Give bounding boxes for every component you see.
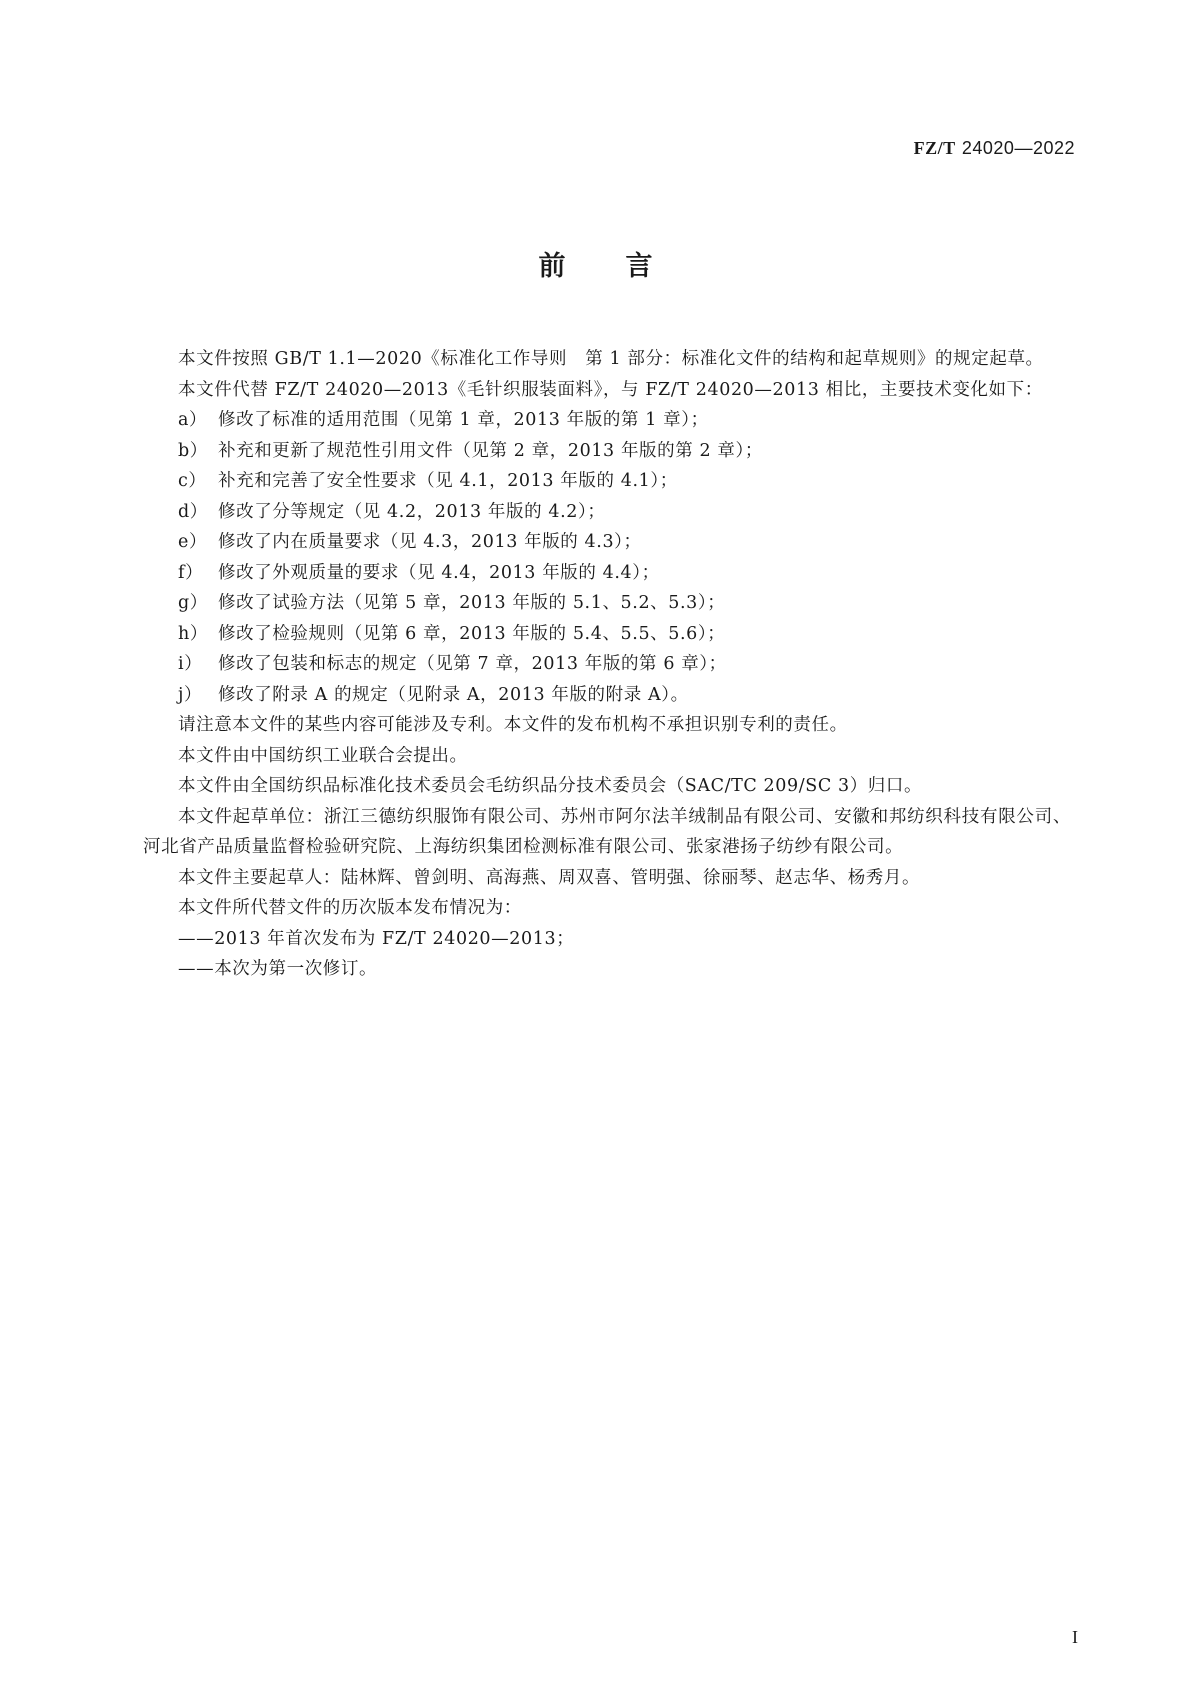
standard-code-prefix: FZ/T xyxy=(913,138,956,158)
history-item: ——本次为第一次修订。 xyxy=(178,959,378,979)
list-item xyxy=(143,588,1071,619)
history-item: ——2013 年首次发布为 FZ/T 24020—2013； xyxy=(178,928,575,949)
list-text: 修改了检验规则（见第 6 章，2013 年版的 5.4、5.5、5.6）； xyxy=(218,623,726,644)
list-marker: h） xyxy=(178,623,208,644)
drafting-units-paragraph: 本文件起草单位：浙江三德纺织服饰有限公司、苏州市阿尔法羊绒制品有限公司、安徽和邦纺织科技有限公司、河北省产品质量监督检验研究院、上海纺织集团检测标准有限公司、张家港扬子纺纱有限公司。 xyxy=(143,806,1071,857)
list-marker: c） xyxy=(178,471,207,491)
list-marker: i） xyxy=(178,654,203,674)
patent-notice: 请注意本文件的某些内容可能涉及专利。本文件的发布机构不承担识别专利的责任。 xyxy=(178,715,848,735)
list-item xyxy=(143,497,1071,528)
standard-code xyxy=(914,138,1075,159)
list-item xyxy=(143,649,1071,680)
foreword-body xyxy=(143,344,1071,985)
list-item xyxy=(143,405,1071,436)
intro-paragraph-replaces: 本文件代替 FZ/T 24020—2013《毛针织服装面料》，与 FZ/T 24020—2013 相比，主要技术变化如下： xyxy=(178,379,1043,400)
list-item xyxy=(143,619,1071,650)
list-text: 修改了分等规定（见 4.2，2013 年版的 4.2）； xyxy=(218,501,606,522)
list-marker: e） xyxy=(178,532,208,552)
centralized-paragraph: 本文件由全国纺织品标准化技术委员会毛纺织品分技术委员会（SAC/TC 209/SC 3）归口。 xyxy=(178,776,923,796)
changes-list xyxy=(143,405,1071,710)
list-item xyxy=(143,558,1071,589)
intro-paragraph-drafting: 本文件按照 GB/T 1.1—2020《标准化工作导则 第 1 部分：标准化文件的结构和起草规则》的规定起草。 xyxy=(178,349,1044,369)
list-item xyxy=(143,527,1071,558)
list-marker: f） xyxy=(178,562,204,583)
list-marker: b） xyxy=(178,440,208,461)
list-text: 修改了外观质量的要求（见 4.4，2013 年版的 4.4）； xyxy=(218,562,660,583)
page-title: 前言 xyxy=(538,251,713,282)
list-text: 修改了内在质量要求（见 4.3，2013 年版的 4.3）； xyxy=(218,532,642,552)
proposer-paragraph: 本文件由中国纺织工业联合会提出。 xyxy=(178,745,468,766)
list-item xyxy=(143,466,1071,497)
list-marker: d） xyxy=(178,501,208,522)
standard-code-number: 24020—2022 xyxy=(961,138,1075,158)
list-text: 修改了试验方法（见第 5 章，2013 年版的 5.1、5.2、5.3）； xyxy=(218,593,726,613)
list-item xyxy=(143,680,1071,711)
drafters-paragraph: 本文件主要起草人：陆林辉、曾剑明、高海燕、周双喜、管明强、徐丽琴、赵志华、杨秀月。 xyxy=(178,867,921,888)
list-text: 修改了附录 A 的规定（见附录 A，2013 年版的附录 A）。 xyxy=(218,684,689,705)
list-text: 补充和完善了安全性要求（见 4.1，2013 年版的 4.1）； xyxy=(218,471,678,491)
page-number: I xyxy=(1072,1627,1078,1647)
list-text: 修改了包装和标志的规定（见第 7 章，2013 年版的第 6 章）； xyxy=(218,654,727,674)
list-item xyxy=(143,436,1071,467)
list-marker: g） xyxy=(178,593,208,613)
history-intro-paragraph: 本文件所代替文件的历次版本发布情况为： xyxy=(178,898,522,918)
list-marker: j） xyxy=(178,684,203,705)
list-text: 补充和更新了规范性引用文件（见第 2 章，2013 年版的第 2 章）； xyxy=(218,440,763,461)
list-marker: a） xyxy=(178,410,208,430)
list-text: 修改了标准的适用范围（见第 1 章，2013 年版的第 1 章）； xyxy=(218,410,709,430)
